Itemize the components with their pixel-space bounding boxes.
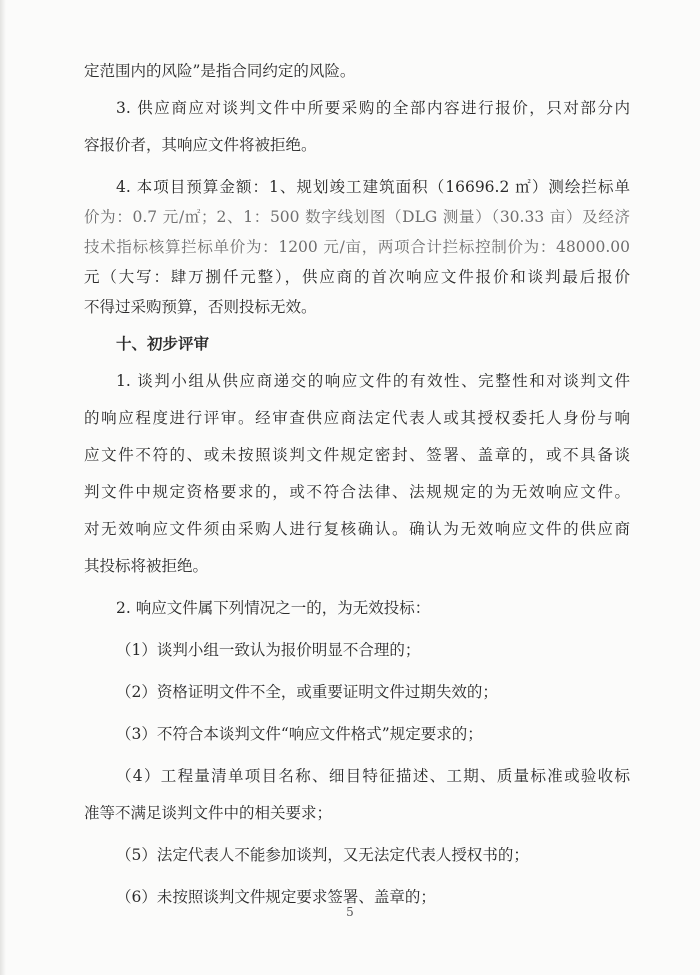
list-item-4-continued: 准等不满足谈判文件中的相关要求； [84,804,333,822]
text-line-13: 判文件中规定资格要求的，或不符合法律、法规规定的为无效响应文件。 [84,483,630,501]
text-line-11: 的响应程度进行评审。经审查供应商法定代表人或其授权委托人身份与响 [84,409,630,427]
text-line-5: 价为：0.7 元/㎡；2、1：500 数字线划图（DLG 测量）（30.33 亩）及经济 [84,208,630,226]
text-line-8: 不得过采购预算，否则投标无效。 [84,298,317,316]
list-item-1: （1）谈判小组一致认为报价明显不合理的； [116,641,421,659]
list-item-6: （6）未按照谈判文件规定要求签署、盖章的； [116,888,436,906]
text-line-2: 3. 供应商应对谈判文件中所要采购的全部内容进行报价，只对部分内 [116,99,630,117]
text-line-15: 其投标将被拒绝。 [84,557,209,575]
text-line-4: 4. 本项目预算金额：1、规划竣工建筑面积（16696.2 ㎡）测绘拦标单 [116,178,630,196]
text-line-14: 对无效响应文件须由采购人进行复核确认。确认为无效响应文件的供应商 [84,520,630,538]
text-line-10: 1. 谈判小组从供应商递交的响应文件的有效性、完整性和对谈判文件 [116,372,630,390]
body-text [84,56,630,912]
list-item-5: （5）法定代表人不能参加谈判，又无法定代表人授权书的； [116,846,529,864]
text-line-7: 元（大写：肆万捌仟元整），供应商的首次响应文件报价和谈判最后报价 [84,268,630,286]
text-line-12: 应文件不符的、或未按照谈判文件规定密封、签署、盖章的，或不具备谈 [84,446,630,464]
list-item-2: （2）资格证明文件不全，或重要证明文件过期失效的； [116,683,498,701]
section-heading: 十、初步评审 [116,334,210,353]
text-line-1: 定范围内的风险”是指合同约定的风险。 [84,62,356,80]
list-item-4: （4）工程量清单项目名称、细目特征描述、工期、质量标准或验收标 [116,767,630,785]
list-item-3: （3）不符合本谈判文件“响应文件格式”规定要求的； [116,725,483,743]
text-line-16: 2. 响应文件属下列情况之一的，为无效投标： [116,599,431,617]
text-line-3: 容报价者，其响应文件将被拒绝。 [84,136,317,154]
page-number: 5 [346,905,354,919]
page-edge-shadow [0,0,6,975]
text-line-6: 技术指标核算拦标单价为：1200 元/亩，两项合计拦标控制价为：48000.00 [84,238,630,256]
